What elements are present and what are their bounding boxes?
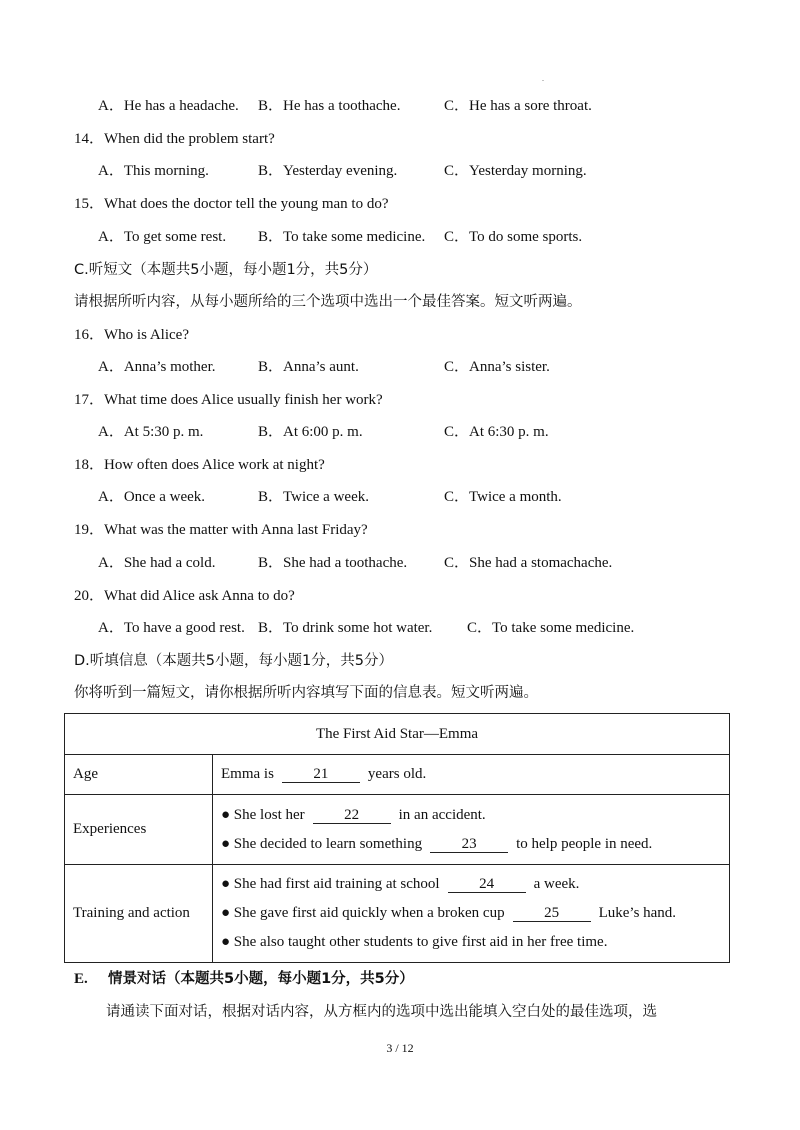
age-text-before: Emma is	[221, 766, 274, 782]
q20-option-c[interactable]: C．To take some medicine.	[467, 620, 635, 636]
q20-question: 20．What did Alice ask Anna to do?	[74, 588, 295, 604]
blank-23[interactable]: 23	[430, 836, 508, 853]
blank-21[interactable]: 21	[282, 766, 360, 783]
exp2-before: ● She decided to learn something	[221, 835, 423, 852]
q15-option-c[interactable]: C．To do some sports.	[444, 229, 583, 245]
q17-option-a[interactable]: A．At 5:30 p. m.	[98, 424, 204, 440]
experiences-cell	[213, 795, 730, 865]
age-text-after: years old.	[367, 766, 427, 782]
blank-24[interactable]: 24	[448, 876, 526, 893]
section-c-instruction: 请根据所听内容，从每小题所给的三个选项中选出一个最佳答案。短文听两遍。	[74, 294, 582, 310]
table-row-age	[65, 755, 730, 795]
q18-question: 18．How often does Alice work at night?	[74, 457, 325, 473]
q13-option-c[interactable]: C．He has a sore throat.	[444, 98, 592, 114]
age-cell	[213, 755, 730, 795]
q14-option-c[interactable]: C．Yesterday morning.	[444, 163, 587, 179]
blank-22[interactable]: 22	[313, 807, 391, 824]
scan-dot: .	[542, 74, 544, 83]
q18-option-a[interactable]: A．Once a week.	[98, 489, 206, 505]
training-cell	[213, 865, 730, 963]
training-line-3: ● She also taught other students to give first aid in her free time.	[221, 934, 608, 950]
exp1-before: ● She lost her	[221, 806, 305, 823]
q16-option-b[interactable]: B．Anna’s aunt.	[258, 359, 359, 375]
q14-option-a[interactable]: A．This morning.	[98, 163, 209, 179]
q17-option-c[interactable]: C．At 6:30 p. m.	[444, 424, 549, 440]
q13-option-b[interactable]: B．He has a toothache.	[258, 98, 401, 114]
info-table	[64, 713, 730, 963]
table-title: The First Aid Star—Emma	[65, 714, 730, 755]
experiences-label: Experiences	[65, 795, 213, 865]
exp2-after: to help people in need.	[516, 835, 653, 852]
tr2-before: ● She gave first aid quickly when a broken cup	[221, 905, 505, 921]
section-c-title: C.听短文（本题共5小题，每小题1分，共5分）	[74, 262, 378, 278]
q15-option-b[interactable]: B．To take some medicine.	[258, 229, 426, 245]
table-header-row	[65, 714, 730, 755]
q15-option-a[interactable]: A．To get some rest.	[98, 229, 227, 245]
section-d-title: D.听填信息（本题共5小题，每小题1分，共5分）	[74, 653, 393, 669]
training-line-1	[221, 870, 721, 899]
section-d-instruction: 你将听到一篇短文，请你根据所听内容填写下面的信息表。短文听两遍。	[74, 685, 538, 701]
q16-option-c[interactable]: C．Anna’s sister.	[444, 359, 550, 375]
section-e-instruction: 请通读下面对话，根据对话内容，从方框内的选项中选出能填入空白处的最佳选项，选	[106, 1004, 657, 1020]
q18-option-c[interactable]: C．Twice a month.	[444, 489, 562, 505]
training-line-2	[221, 899, 721, 928]
table-row-experiences	[65, 795, 730, 865]
page-number: 3 / 12	[386, 1041, 414, 1055]
q20-option-b[interactable]: B．To drink some hot water.	[258, 620, 433, 636]
q13-option-a[interactable]: A．He has a headache.	[98, 98, 239, 114]
q14-option-b[interactable]: B．Yesterday evening.	[258, 163, 398, 179]
section-e-letter: E.	[74, 971, 88, 987]
q17-question: 17．What time does Alice usually finish her work?	[74, 392, 383, 408]
q16-question: 16．Who is Alice?	[74, 327, 189, 343]
q19-question: 19．What was the matter with Anna last Friday?	[74, 522, 368, 538]
q15-question: 15．What does the doctor tell the young man to do?	[74, 196, 389, 212]
age-label: Age	[65, 755, 213, 795]
experience-line-1	[221, 801, 721, 830]
table-row-training	[65, 865, 730, 963]
q14-question: 14．When did the problem start?	[74, 131, 275, 147]
q18-option-b[interactable]: B．Twice a week.	[258, 489, 369, 505]
q20-option-a[interactable]: A．To have a good rest.	[98, 620, 245, 636]
blank-25[interactable]: 25	[513, 905, 591, 922]
q16-option-a[interactable]: A．Anna’s mother.	[98, 359, 216, 375]
experience-line-2	[221, 830, 721, 859]
q19-option-a[interactable]: A．She had a cold.	[98, 555, 216, 571]
q19-option-b[interactable]: B．She had a toothache.	[258, 555, 408, 571]
tr2-after: Luke’s hand.	[598, 905, 677, 921]
exp1-after: in an accident.	[398, 806, 486, 823]
q17-option-b[interactable]: B．At 6:00 p. m.	[258, 424, 363, 440]
q19-option-c[interactable]: C．She had a stomachache.	[444, 555, 613, 571]
tr1-before: ● She had first aid training at school	[221, 876, 440, 892]
training-label: Training and action	[65, 865, 213, 963]
section-e-title: 情景对话（本题共5小题，每小题1分，共5分）	[108, 971, 414, 987]
tr1-after: a week.	[533, 876, 580, 892]
